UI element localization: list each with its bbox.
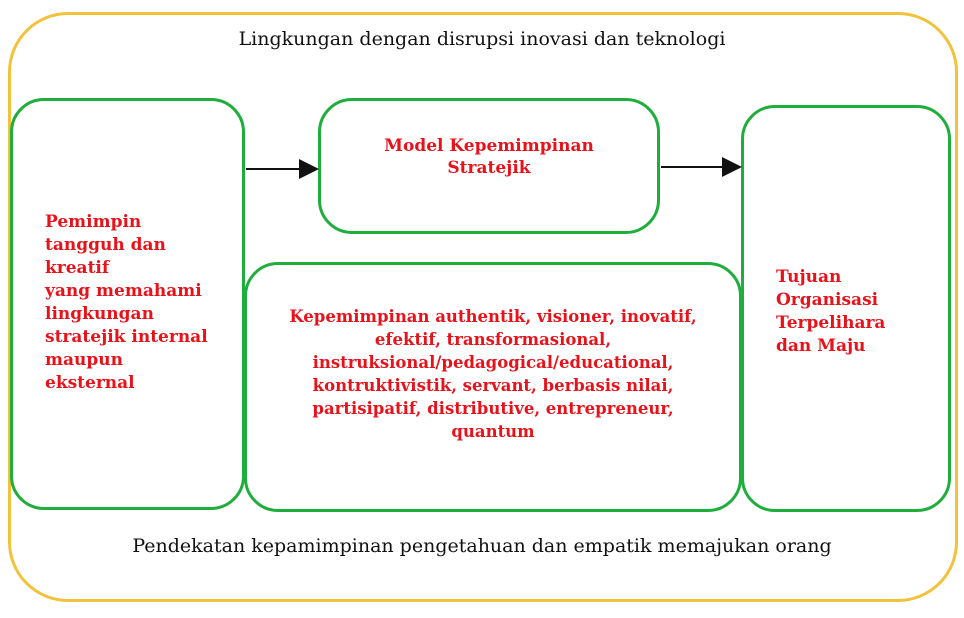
leader-box (10, 98, 245, 510)
leader-line: maupun (45, 350, 123, 370)
leader-line: stratejik internal (45, 327, 208, 347)
goal-line: dan Maju (776, 336, 866, 356)
bottom-caption: Pendekatan kepamimpinan pengetahuan dan empatik memajukan orang (132, 535, 832, 557)
leadership-styles-box (244, 262, 742, 512)
goal-line: Organisasi (776, 290, 879, 310)
goal-box (741, 105, 951, 512)
styles-line: kontruktivistik, servant, berbasis nilai, (312, 376, 674, 395)
model-text (321, 135, 657, 179)
model-line: Model Kepemimpinan (384, 136, 594, 156)
goal-line: Tujuan (776, 267, 842, 287)
styles-line: instruksional/pedagogical/educational, (312, 353, 674, 372)
leader-line: yang memahami (45, 281, 202, 301)
goal-text (776, 266, 946, 358)
styles-line: quantum (451, 422, 535, 441)
leader-line: eksternal (45, 373, 135, 393)
styles-text (267, 305, 719, 443)
model-line: Stratejik (447, 158, 531, 178)
goal-line: Terpelihara (776, 313, 886, 333)
leader-line: kreatif (45, 258, 110, 278)
leader-line: Pemimpin (45, 212, 142, 232)
leader-line: lingkungan (45, 304, 154, 324)
styles-line: partisipatif, distributive, entrepreneur, (312, 399, 674, 418)
styles-line: Kepemimpinan authentik, visioner, inovatif, (289, 307, 697, 326)
leader-line: tangguh dan (45, 235, 166, 255)
leader-text (45, 211, 235, 395)
model-box (318, 98, 660, 234)
top-caption: Lingkungan dengan disrupsi inovasi dan teknologi (238, 28, 726, 50)
styles-line: efektif, transformasional, (374, 330, 612, 349)
